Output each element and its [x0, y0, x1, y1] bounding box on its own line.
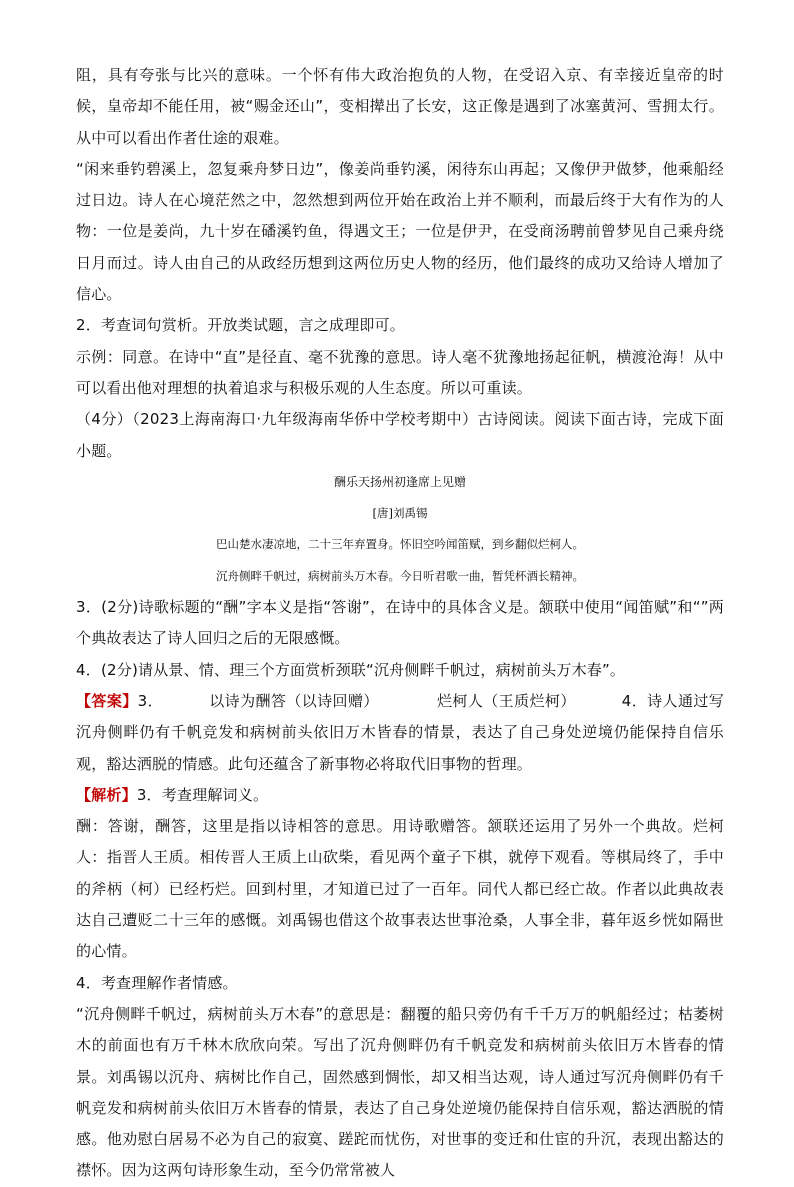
paragraph-intro-continued: 阻，具有夸张与比兴的意味。一个怀有伟大政治抱负的人物，在受诏入京、有幸接近皇帝的时候，皇帝却不能任用，被“赐金还山”，变相撵出了长安，这正像是遇到了冰塞黄河、雪拥太行。从中可以看出作者仕途的艰难。 [76, 66, 724, 147]
analysis-4-heading: 4．考查理解作者情感。 [76, 973, 238, 992]
question-group-header: （4分）（2023上海南海口·九年级海南华侨中学校考期中）古诗阅读。阅读下面古诗，完成下面小题。 [76, 410, 724, 460]
question-3: 3．(2分)诗歌标题的“酬”字本义是指“答谢”，在诗中的具体含义是。颔联中使用“闻笛赋”和“”两个典故表达了诗人回归之后的无限感慨。 [76, 598, 724, 648]
paragraph-poem-analysis: “闲来垂钓碧溪上，忽复乘舟梦日边”，像姜尚垂钓溪，闲待东山再起；又像伊尹做梦，他乘船经过日边。诗人在心境茫然之中，忽然想到两位开始在政治上并不顺利，而最后终于大有作为的人物：一位是姜尚，九十岁在磻溪钓鱼，得遇文王；一位是伊尹，在受商汤聘前曾梦见自己乘舟绕日月而过。诗人由自己的从政经历想到这两位历史人物的经历，他们最终的成功又给诗人增加了信心。 [76, 159, 724, 304]
poem-line-1: 巴山楚水凄凉地，二十三年弃置身。怀旧空吟闻笛赋，到乡翻似烂柯人。 [216, 537, 584, 552]
paragraph-q2-heading: 2．考查词句赏析。开放类试题，言之成理即可。 [76, 316, 405, 335]
poem-author: [唐]刘禹锡 [372, 506, 428, 521]
poem-title: 酬乐天扬州初逢席上见赠 [333, 474, 466, 489]
question-4: 4．(2分)请从景、情、理三个方面赏析颈联“沉舟侧畔千帆过，病树前头万木春”。 [76, 660, 626, 679]
analysis-heading [76, 780, 724, 811]
answer-num-3: 3． [137, 691, 164, 710]
answer-3-part-1: 以诗为酬答（以诗回赠） [209, 691, 379, 710]
analysis-3-heading: 3．考查理解词义。 [136, 785, 269, 804]
analysis-tag: 【解析】 [76, 785, 137, 804]
answer-4: 4．诗人通过写沉舟侧畔仍有千帆竞发和病树前头依旧万木皆春的情景，表达了自己身处逆境仍能保持自信乐观，豁达洒脱的情感。此句还蕴含了新事物必将取代旧事物的哲理。 [76, 691, 724, 773]
poem-line-2: 沉舟侧畔千帆过，病树前头万木春。今日听君歌一曲，暂凭杯酒长精神。 [216, 568, 584, 583]
answer-3-part-2: 烂柯人（王质烂柯） [436, 691, 576, 710]
answer-block [76, 686, 724, 780]
answer-tag: 【答案】 [76, 691, 138, 710]
analysis-3-body: 酬：答谢，酬答，这里是指以诗相答的意思。用诗歌赠答。颔联还运用了另外一个典故。烂柯人：指晋人王质。相传晋人王质上山砍柴，看见两个童子下棋，就停下观看。等棋局终了，手中的斧柄（柯）已经朽烂。回到村里，才知道已过了一百年。同代人都已经亡故。作者以此典故表达自己遭贬二十三年的感慨。刘禹锡也借这个故事表达世事沧桑，人事全非，暮年返乡恍如隔世的心情。 [76, 817, 724, 961]
paragraph-q2-example: 示例：同意。在诗中“直”是径直、毫不犹豫的意思。诗人毫不犹豫地扬起征帆，横渡沧海！从中可以看出他对理想的执着追求与积极乐观的人生态度。所以可重读。 [76, 347, 724, 397]
analysis-4-body: “沉舟侧畔千帆过，病树前头万木春”的意思是：翻覆的船只旁仍有千千万万的帆船经过；枯萎树木的前面也有万千林木欣欣向荣。写出了沉舟侧畔仍有千帆竞发和病树前头依旧万木皆春的情景。刘禹锡以沉舟、病树比作自己，固然感到惆怅，却又相当达观，诗人通过写沉舟侧畔仍有千帆竞发和病树前头依旧万木皆春的情景，表达了自己身处逆境仍能保持自信乐观，豁达洒脱的情感。他劝慰白居易不必为自己的寂寞、蹉跎而忧伤，对世事的变迁和仕宦的升沉，表现出豁达的襟怀。因为这两句诗形象生动，至今仍常常被人 [76, 1004, 724, 1180]
